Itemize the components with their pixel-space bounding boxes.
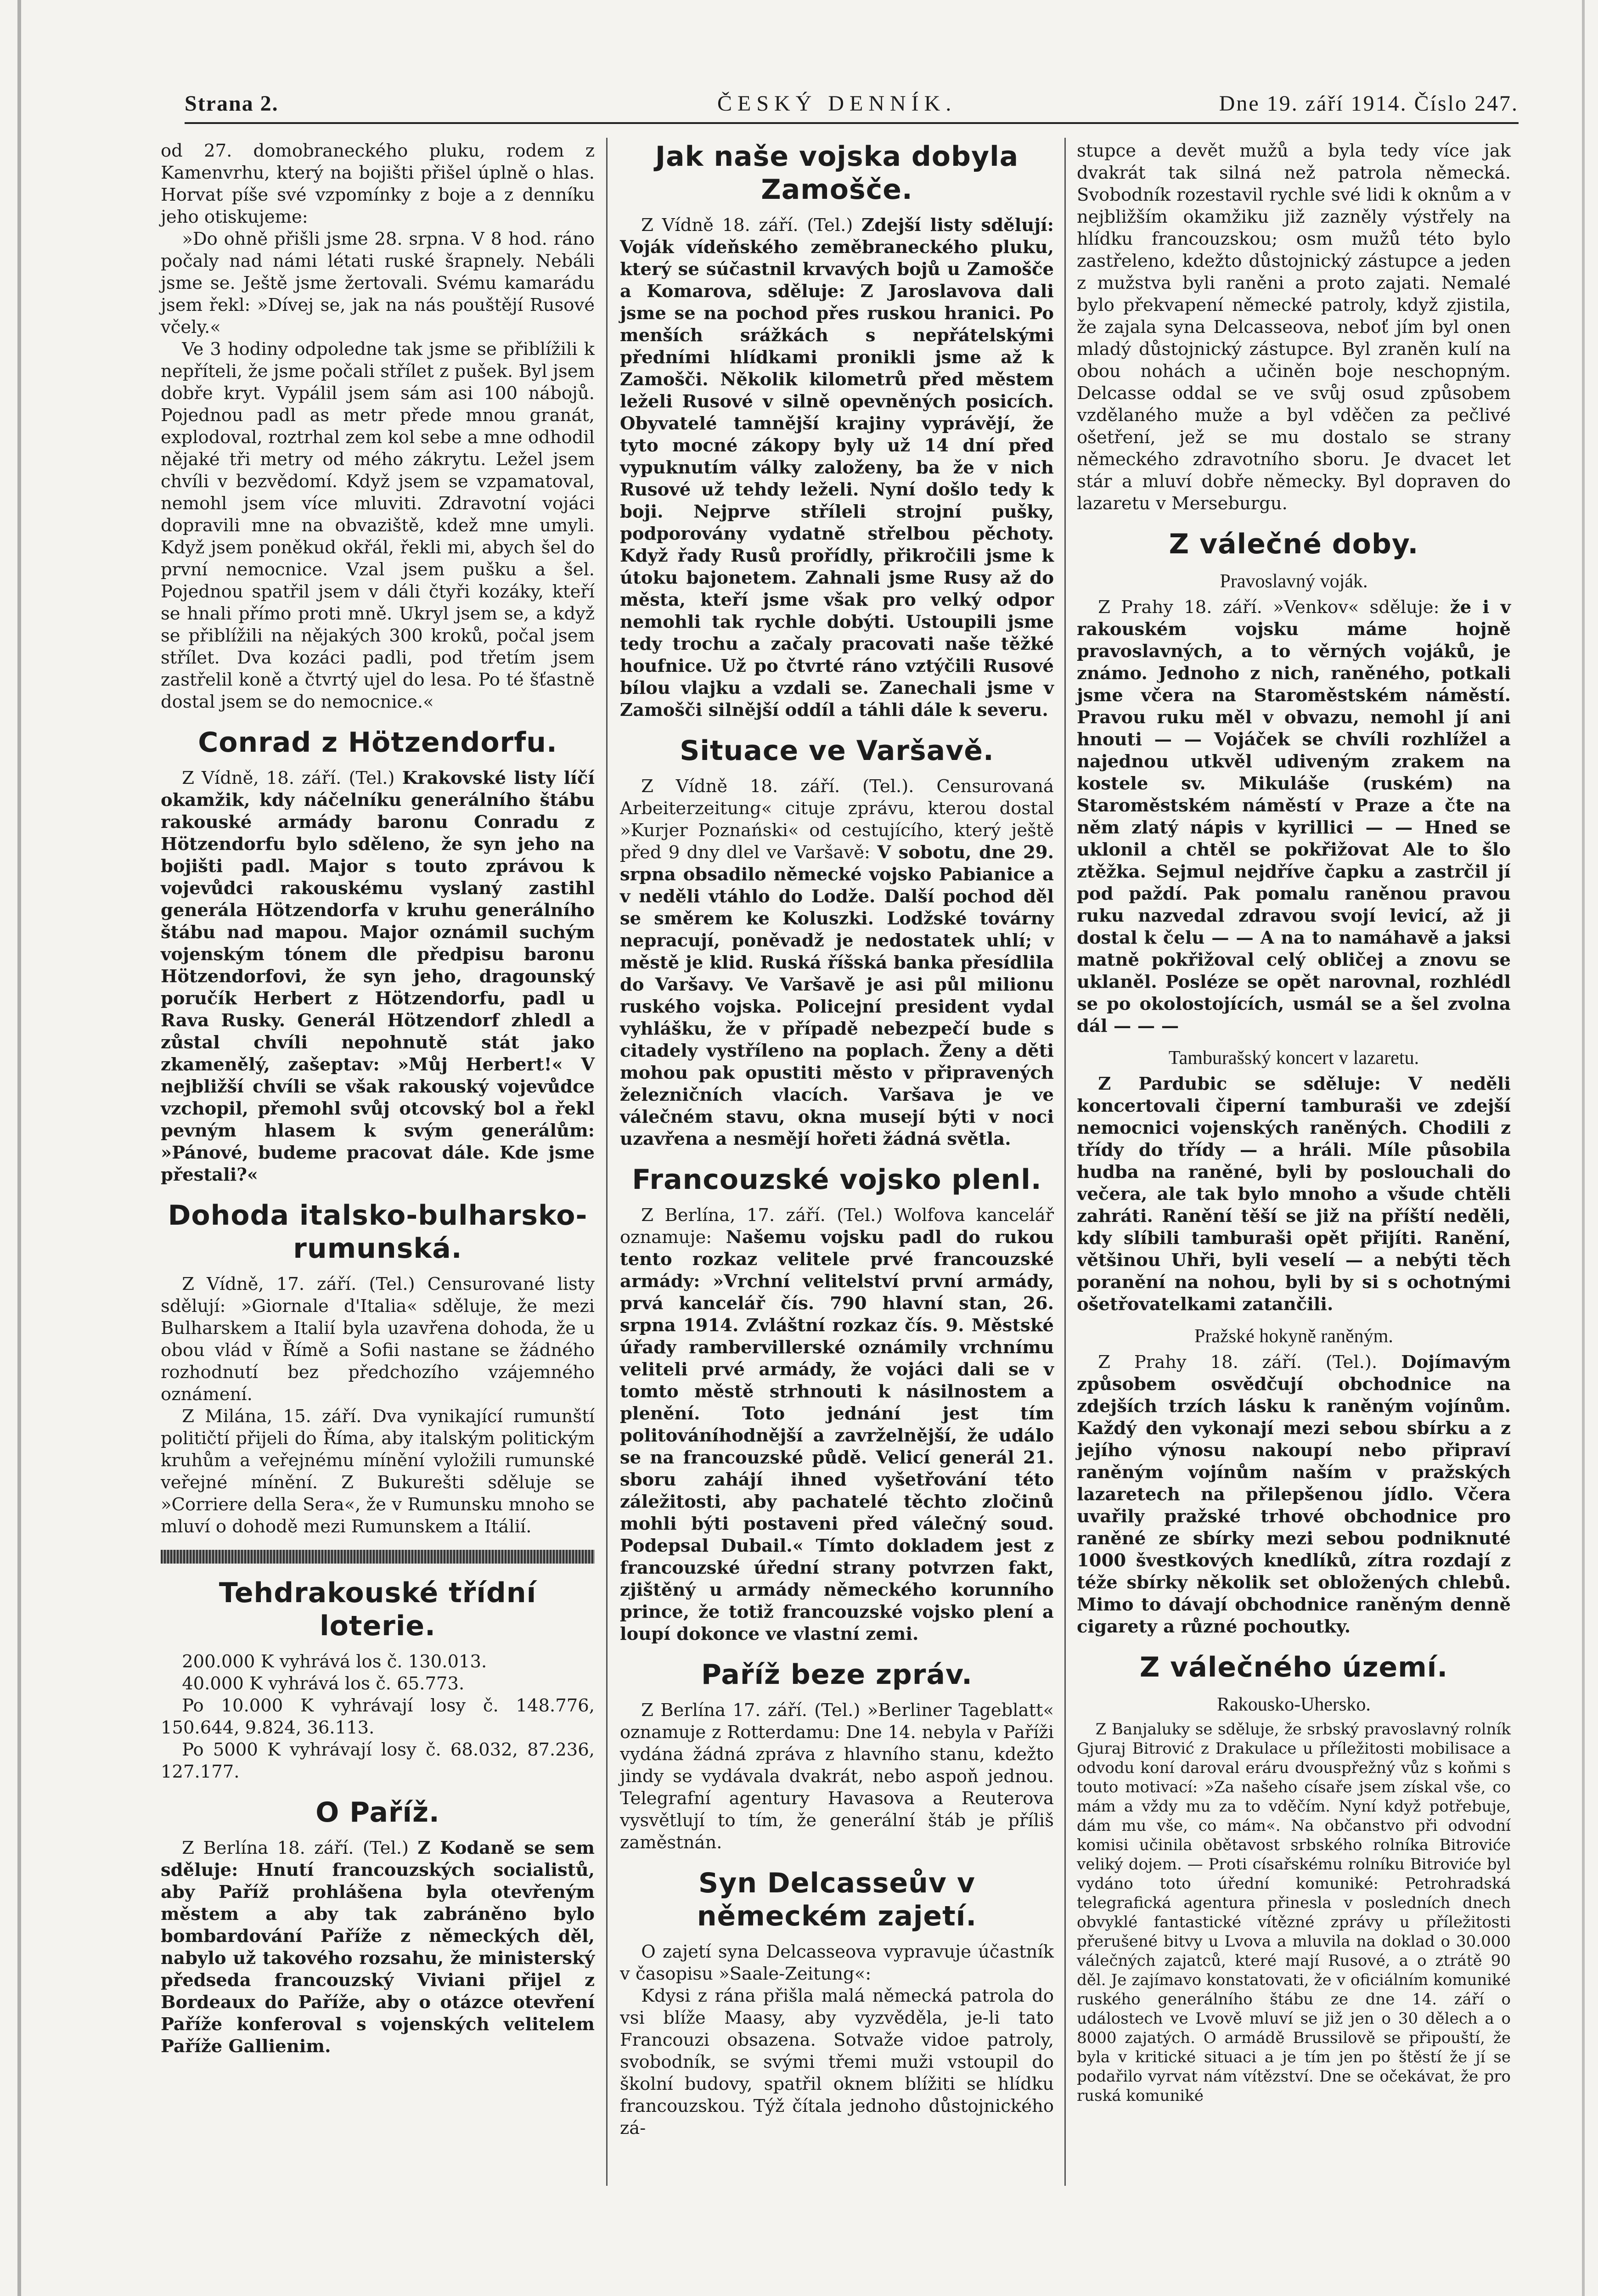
subheading-pravoslavny: Pravoslavný voják. <box>1220 571 1368 592</box>
headline-valecne-uzemi: Z válečného území. <box>1139 1651 1448 1683</box>
headline-pariz-beze-zprav: Paříž beze zpráv. <box>701 1659 973 1691</box>
article-text: Kdysi z rána přišla malá německá patrola do vsi blíže Maasy, aby vyzvěděla, je-li tato Francouzi obsazena. Sotvaže vidoe patroly, svobodník, se svými třemi muži vstoupil do školní budovy, spatřil oknem blížiti se hlídku francouzskou. Týž čítala jednoho důstojnického zá- <box>620 1986 1054 2138</box>
page-number: Strana 2. <box>185 91 279 116</box>
lottery-line: Po 5000 K vyhrávají losy č. 68.032, 87.236, 127.177. <box>161 1739 595 1782</box>
article-text: Z Berlína 17. září. (Tel.) »Berliner Tageblatt« oznamuje z Rotterdamu: Dne 14. nebyla v Paříži vydána žádná zpráva z hlavního stanu, kdežto jindy se vydávala dvakrát, nebo aspoň jednou. Telegrafní agentury Havasova a Reuterova vysvětlují to tím, že generální štáb je příliš zaměstnán. <box>620 1700 1054 1853</box>
article-text <box>1077 1351 1511 1638</box>
article-body: Našemu vojsku padl do rukou tento rozkaz velitele prvé francouzské armády: »Vrchní velitelství první armády, prvá kancelář čís. 790 hlavní stan, 26. srpna 1914. Zvláštní rozkaz čís. 9. Městské úřady rambervillerské oznámily vrchnímu veliteli prvé armády, že vojáci dali se v tomto městě strhnouti k násilnostem a plenění. Toto jednání jest tím politováníhodnější a zavrželnější, že událo se na francouzské půdě. Velicí generál 21. sboru zahájí ihned vyšetřování této záležitosti, aby pachatelé těchto zločinů mohli býti postaveni před válečný soud. Podepsal Dubail.« Tímto dokladem jest z francouzské úřední strany potvrzen fakt, zjištěný u armády německého korunního prince, že totiž francouzské vojsko plení a loupí dokonce ve vlastní zemi. <box>620 1227 1054 1644</box>
page-left-edge <box>17 0 21 2296</box>
column-3 <box>1077 140 1511 2105</box>
column-2 <box>620 140 1054 2139</box>
dateline: Z Vídně 18. září. (Tel.) <box>641 215 853 236</box>
headline-o-pariz: O Paříž. <box>315 1796 440 1829</box>
column-divider-2 <box>1064 138 1066 2186</box>
dateline: Z Berlína, 17. září. (Tel.) Wolfova kancelář oznamuje: <box>620 1205 1054 1248</box>
article-body: Krakovské listy líčí okamžik, kdy náčelníku generálního štábu rakouské armády baronu Conradu z Hötzendorfu bylo sděleno, že syn jeho na bojišti padl. Major s touto zprávou k vojevůdci rakouskému vyslaný zastihl generála Hötzendorfa v kruhu generálního štábu nad mapou. Major oznámil suchým vojenským tónem dle předpisu baronu Hötzendorfovi, že syn jeho, dragounský poručík Herbert z Hötzendorfu, padl u Rava Rusky. Generál Hötzendorf zhledl a zůstal chvíli nepohnutě stát jako zkamenělý, zašeptav: »Můj Herbert!« V nejbližší chvíli se však rakouský vojevůdce vzchopil, přemohl svůj otcovský bol a řekl pevným hlasem k svým generálům: »Pánové, budeme pracovat dále. Kde jsme přestali?« <box>161 768 595 1185</box>
subheading-tamburas: Tamburašský koncert v lazaretu. <box>1168 1047 1419 1069</box>
article-text: stupce a devět mužů a byla tedy více jak dvakrát tak silná než patrola německá. Svobodník rozestavil rychle své lidi k oknům a v nejbližším okamžiku již zazněly výstřely na hlídku francouzskou; osm mužů této bylo zastřeleno, kdežto důstojnický zástupce a jeden z mužstva byli raněni a proto zajati. Nemalé bylo překvapení německé patroly, když zjistila, že zajala syna Delcasseova, neboť jím byl onen mladý důstojnický zástupce. Byl zraněn kulí na obou nohách a učiněn boje neschopným. Delcasse oddal se ve svůj osud způsobem vzdělaného muže a byl vděčen za pečlivé ošetření, jež se mu dostalo se strany německého zdravotního sboru. Je dvacet let stár a mluví dobře německy. Byl dopraven do lazaretu v Merseburgu. <box>1077 141 1511 514</box>
article-text: »Do ohně přišli jsme 28. srpna. V 8 hod. ráno počaly nad námi létati ruské šrapnely. Nebáli jsme se. Ještě jsme žertovali. Svému kamarádu jsem řekl: »Dívej se, jak na nás pouštějí Rusové včely.« <box>161 229 595 338</box>
article-text: od 27. domobraneckého pluku, rodem z Kamenvrhu, který na bojišti přišel úplně o hlas. Horvat píše své vzpomínky z boje a z denníku jeho otiskujeme: <box>161 141 595 227</box>
headline-delcasse: Syn Delcasseův v německém zajetí. <box>697 1867 977 1932</box>
headline-conrad: Conrad z Hötzendorfu. <box>198 726 557 759</box>
article-body: Zdejší listy sdělují: Voják vídeňského zeměbraneckého pluku, který se súčastnil krvavých bojů u Zamošče a Komarova, sděluje: Z Jaroslavova dali jsme se na pochod přes ruskou hranici. Po menších srážkách s nepřátelskými předními hlídkami pronikli jsme až k Zamošči. Několik kilometrů před městem leželi Rusové v silně opevněných posicích. Obyvatelé tamnější krajiny vyprávějí, že tyto mocné zákopy byly už 14 dní před vypuknutím války založeny, ba že v nich Rusové už tehdy leželi. Nyní došlo tedy k boji. Nejprve stříleli strojní pušky, podporovány vydatně střelbou pěchoty. Když řady Rusů prořídly, přikročili jsme k útoku bajonetem. Zahnali jsme Rusy až do města, kteří jsme však pro velký odpor nemohli tak rychle dobýti. Ustoupili jsme tedy trochu a začaly pracovati naše těžké houfnice. Už po čtvrté ráno vztýčili Rusové bílou vlajku a vzdali se. Zanechali jsme v Zamošči silnější oddíl a táhli dále k severu. <box>620 215 1054 720</box>
page-header <box>185 91 1519 123</box>
lottery-line: 200.000 K vyhrává los č. 130.013. <box>182 1651 487 1672</box>
article-body: V sobotu, dne 29. srpna obsadilo německé vojsko Pabianice a v neděli vtáhlo do Lodže. Další pochod děl se směrem ke Koluszki. Lodžské továrny nepracují, poněvadž je nedostatek uhlí; v městě je klid. Ruská říšská banka přesídlila do Varšavy. Ve Varšavě je asi půl milionu ruského vojska. Policejní president vydal vyhlášku, že v případě nebezpečí bude s citadely vystříleno na poplach. Ženy a děti mohou pak opustiti město v připravených železničních vlacích. Varšava je ve válečném stavu, okna musejí býti v noci uzavřena a nesmějí hořeti žádná světla. <box>620 842 1054 1149</box>
headline-varsava: Situace ve Varšavě. <box>680 735 994 767</box>
article-text <box>620 1204 1054 1645</box>
article-body: Z Kodaně se sem sděluje: Hnutí francouzských socialistů, aby Paříž prohlášena byla otevřeným městem a aby tak zabráněno bylo bombardování Paříže z německých děl, nabylo už takového rozsahu, že ministerský předseda francouzský Viviani přijel z Bordeaux do Paříže, aby o otázce otevření Paříže konferoval s vojenských velitelem Paříže Gallienim. <box>161 1838 595 2057</box>
header-rule <box>185 122 1519 124</box>
article-text: Z Vídně, 17. září. (Tel.) Censurované listy sdělují: »Giornale d'Italia« sděluje, že mezi Bulharskem a Italií byla uzavřena dohoda, že u obou vlád v Římě a Sofii nastane se žádného rozhodnutí bez předchozího vzájemného oznámení. <box>161 1274 595 1405</box>
dateline: Z Vídně, 18. září. (Tel.) <box>182 768 395 788</box>
headline-valecna-doba: Z válečné doby. <box>1169 528 1419 560</box>
ornamental-divider <box>161 1550 595 1564</box>
page-right-edge <box>1582 0 1585 2296</box>
article-text: Z Banjaluky se sděluje, že srbský pravoslavný rolník Gjuraj Bitrović z Drakulace u příležitosti mobilisace a odvodu koní daroval eráru dvouspřežný vůz s koňmi s touto motivací: »Za našeho císaře jsem získal vše, co mám a vždy mu za to vděčím. Nyní když potřebuje, dám mu vše, co mám«. Na občanstvo při odvodní komisi učinila obětavost srbského rolníka Bitroviće veliký dojem. — Proti císařskému rolníku Bitroviće byl vydáno toto úřední komuniké: Petrohradská telegrafická agentura přinesla v posledních dnech obvyklé fantastické vítězné zprávy u příležitosti přerušené bitvy u Lvova a mluvila na doklad o 30.000 válečných zajatců, které mají Rusové, a o ztrátě 90 děl. Je zajímavo konstatovati, že v oficiálním komuniké ruského generálního štábu ze dne 14. září o událostech ve Lvově mluví se již jen o 30 dělech a o 8000 zajatých. O armádě Brussilově se připouští, že byla v kritické situaci a je tím jen po štěstí že jí se podařilo vyrvat nám vítězství. Dne se očekávat, že pro ruská komuniké <box>1077 1720 1511 2105</box>
article-text <box>161 767 595 1186</box>
article-text <box>161 1837 595 2058</box>
article-text: Z Milána, 15. září. Dva vynikající rumunští političtí přijeli do Říma, aby italským politickým kruhům a veřejnému mínění vyložili rumunské veřejné mínění. Z Bukurešti sděluje se »Corriere della Sera«, že v Rumunsku mnoho se mluví o dohodě mezi Rumunskem a Itálií. <box>161 1406 595 1537</box>
article-text: Z Pardubic se sděluje: V neděli koncertovali čiperní tamburaši ve zdejší nemocnici vojenských raněných. Chodili z třídy do třídy — a hráli. Míle působila hudba na raněné, byli by poslouchali do večera, ale tak bylo mnoho a všude chtěli zahráti. Ranění těší se již na příští neděli, kdy slíbili tamburaši opět přijíti. Ranění, většinou Uhři, byli veselí — a nebýti těch poranění na nohou, byli by si s ochotnými ošetřovatelkami zatančili. <box>1077 1074 1511 1315</box>
dateline: Z Prahy 18. září. »Venkov« sděluje: <box>1098 597 1440 618</box>
article-body: Censurovaná Arbeiterzeitung« cituje zprávu, kterou dostal »Kurjer Poznański« od cestujícího, který ještě před 9 dny dlel ve Varšavě: <box>620 776 1054 863</box>
article-text <box>1077 597 1511 1037</box>
headline-zamosc: Jak naše vojska dobyla Zamošče. <box>655 141 1019 206</box>
lottery-line: Po 10.000 K vyhrávají losy č. 148.776, 150.644, 9.824, 36.113. <box>161 1695 595 1738</box>
article-text: O zajetí syna Delcasseova vypravuje účastník v časopisu »Saale-Zeitung«: <box>620 1941 1054 1984</box>
newspaper-title: ČESKÝ DENNÍK. <box>717 91 957 116</box>
column-1 <box>161 140 595 2058</box>
subheading-hokyne: Pražské hokyně raněným. <box>1194 1326 1393 1347</box>
article-body: že i v rakouském vojsku máme hojně pravoslavných, a to věrných vojáků, je známo. Jednoho z nich, raněného, potkali jsme včera na Staroměstském náměstí. Pravou ruku měl v obvazu, nemohl jí ani hnouti — — Vojáček se chvíli rozhlížel a najednou utkvěl udiveným zrakem na kostele sv. Mikuláše (ruském) na Staroměstském náměstí v Praze a čte na něm zlatý nápis v kyrillici — — Hned se uklonil a chtěl se pokřižovat Ale to šlo ztěžka. Sejmul nejdříve čapku a zastrčil jí pod paždí. Pak pomalu raněnou pravou ruku nazvedal zdravou svojí levicí, až ji dostal k čelu — — A na to namáhavě a jaksi matně pokřižoval celý obličej a znovu se uklaněl. Posléze se opět narovnal, rozhlédl se po okolostojících, usmál se a šel zvolna dál — — — <box>1077 597 1511 1036</box>
column-divider-1 <box>606 138 608 2186</box>
article-text: Ve 3 hodiny odpoledne tak jsme se přiblížili k nepříteli, že jsme počali střílet z pušek. Byl jsem dobře kryt. Vypálil jsem sám asi 100 nábojů. Pojednou padl as metr přede mnou granát, explodoval, roztrhal zem kol sebe a mne odhodil nějaké tři metry od mého zákrytu. Ležel jsem chvíli v bezvědomí. Když jsem se vzpamatoval, nemohl jsem více mluviti. Zdravotní vojáci dopravili mne na obvaziště, kdež mne umyli. Když jsem poněkud okřál, řekli mi, abych šel do první nemocnice. Vzal jsem pušku a šel. Pojednou spatřil jsem v dáli čtyři kozáky, kteří se hnali přímo proti mně. Ukryl jsem se, a když se přiblížili na nějakých 300 kroků, počal jsem střílet. Dva kozáci padli, pod třetím jsem zastřelil koně a čtvrtý ujel do lesa. Po té šťastně dostal jsem se do nemocnice.« <box>161 339 595 712</box>
headline-francie: Francouzské vojsko plenl. <box>632 1164 1042 1196</box>
dateline: Z Vídně 18. září. (Tel.). <box>641 776 914 797</box>
subheading-rakousko-uhersko: Rakousko-Uhersko. <box>1217 1694 1371 1715</box>
lottery-line: 40.000 K vyhrává los č. 65.773. <box>182 1673 465 1694</box>
article-text <box>620 214 1054 721</box>
headline-loterie: Tehdrakouské třídní loterie. <box>219 1577 537 1642</box>
issue-date-number: Dne 19. září 1914. Číslo 247. <box>1219 91 1519 116</box>
article-text <box>620 776 1054 1150</box>
headline-dohoda: Dohoda italsko-bulharsko-rumunská. <box>168 1199 588 1265</box>
dateline: Z Berlína 18. září. (Tel.) <box>182 1838 409 1858</box>
dateline: Z Prahy 18. září. (Tel.). <box>1098 1352 1378 1373</box>
article-body: Dojímavým způsobem osvědčují obchodnice na zdejších trzích lásku k raněným vojínům. Každý den vykonají mezi sebou sbírku a z jejího výnosu nakoupí nebo připraví raněným vojínům naším v pražských lazaretech na přilepšenou jídlo. Včera uvařily pražské trhové obchodnice pro raněné ze sbírky mezi sebou podniknuté 1000 švestkových knedlíků, zítra rozdají z téže sbírky několik set obložených chlebů. Mimo to dávají obchodnice raněným denně cigarety a různé pochoutky. <box>1077 1352 1511 1637</box>
